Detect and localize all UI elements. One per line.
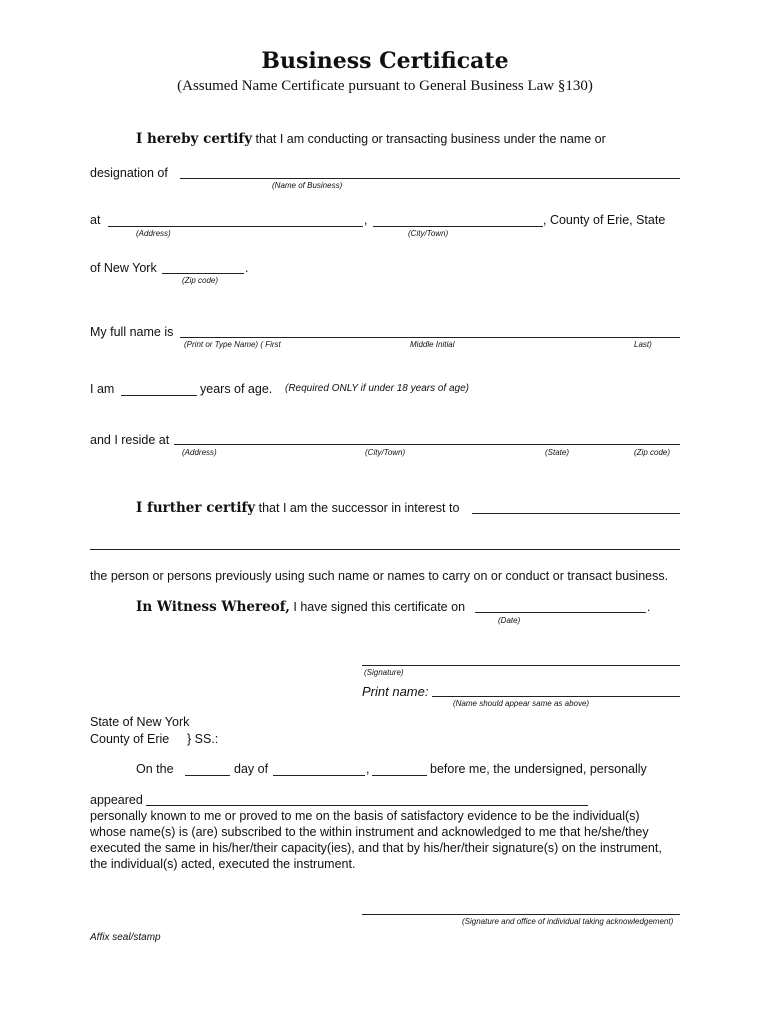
reside-caption-address: (Address)	[182, 448, 217, 457]
venue-county: County of Erie	[90, 732, 170, 746]
witness-line	[136, 599, 465, 615]
zip-period: .	[245, 261, 249, 275]
successor-field-continued[interactable]	[90, 549, 680, 550]
business-name-caption: (Name of Business)	[272, 181, 343, 190]
print-name-label: Print name:	[362, 684, 429, 699]
date-period: .	[647, 600, 651, 614]
further-text: that I am the successor in interest to	[258, 501, 460, 515]
further-certify-line	[136, 500, 459, 516]
before-me-text: before me, the undersigned, personally	[430, 762, 647, 776]
certify-lead: I hereby certify	[136, 131, 253, 147]
age-note: (Required ONLY if under 18 years of age)	[285, 383, 469, 394]
witness-text: I have signed this certificate on	[293, 600, 466, 614]
signature-field[interactable]	[362, 665, 680, 666]
city-field[interactable]	[373, 226, 543, 227]
business-name-field[interactable]	[180, 178, 680, 179]
month-field[interactable]	[273, 775, 365, 776]
at-label: at	[90, 213, 101, 227]
full-name-caption-first: (Print or Type Name) ( First	[184, 340, 281, 349]
page-subtitle: (Assumed Name Certificate pursuant to General Business Law §130)	[177, 78, 593, 94]
zip-field[interactable]	[162, 273, 244, 274]
reside-label: and I reside at	[90, 433, 170, 447]
appeared-field[interactable]	[146, 805, 588, 806]
age-suffix: years of age.	[200, 382, 273, 396]
address-caption: (Address)	[136, 229, 171, 238]
on-the-label: On the	[136, 762, 174, 776]
day-field[interactable]	[185, 775, 230, 776]
day-of-label: day of	[234, 762, 269, 776]
venue-ss: } SS.:	[187, 732, 219, 746]
city-caption: (City/Town)	[408, 229, 449, 238]
full-name-field[interactable]	[180, 337, 680, 338]
full-name-caption-last: Last)	[634, 340, 652, 349]
zip-caption: (Zip code)	[182, 276, 219, 285]
age-label: I am	[90, 382, 115, 396]
notary-body-line: whose name(s) is (are) subscribed to the within instrument and acknowledged to me that he/she/they	[90, 825, 649, 839]
successor-field[interactable]	[472, 513, 680, 514]
address-comma: ,	[364, 213, 368, 227]
venue-state: State of New York	[90, 715, 190, 729]
notary-body	[90, 808, 680, 872]
year-field[interactable]	[372, 775, 427, 776]
designation-label: designation of	[90, 166, 168, 180]
further-continuation: the person or persons previously using such name or names to carry on or conduct or transact business.	[90, 569, 669, 583]
county-text: , County of Erie, State	[543, 213, 666, 227]
full-name-label: My full name is	[90, 325, 174, 339]
certify-text: that I am conducting or transacting business under the name or	[255, 132, 606, 146]
notary-body-line: personally known to me or proved to me on the basis of satisfactory evidence to be the individual(s)	[90, 809, 640, 823]
further-lead: I further certify	[136, 500, 256, 516]
notary-signature-field[interactable]	[362, 914, 680, 915]
print-name-caption: (Name should appear same as above)	[453, 699, 590, 708]
notary-signature-caption: (Signature and office of individual taking acknowledgement)	[462, 917, 674, 926]
reside-field[interactable]	[174, 444, 680, 445]
signature-caption: (Signature)	[364, 668, 404, 677]
date-caption: (Date)	[498, 616, 521, 625]
notary-body-line: the individual(s) acted, executed the instrument.	[90, 857, 356, 871]
appeared-label: appeared	[90, 793, 143, 807]
full-name-caption-middle: Middle Initial	[410, 340, 455, 349]
reside-caption-zip: (Zip code)	[634, 448, 671, 457]
print-name-field[interactable]	[432, 696, 680, 697]
witness-lead: In Witness Whereof,	[136, 599, 290, 615]
new-york-label: of New York	[90, 261, 157, 275]
notary-body-line: executed the same in his/her/their capacity(ies), and that by his/her/their signature(s) on the instrument,	[90, 841, 662, 855]
certify-line	[136, 131, 606, 147]
reside-caption-state: (State)	[545, 448, 570, 457]
seal-label: Affix seal/stamp	[90, 932, 161, 943]
date-field[interactable]	[475, 612, 646, 613]
reside-caption-city: (City/Town)	[365, 448, 406, 457]
address-field[interactable]	[108, 226, 363, 227]
page-title: Business Certificate	[261, 48, 509, 74]
month-comma: ,	[366, 762, 370, 776]
age-field[interactable]	[121, 395, 197, 396]
